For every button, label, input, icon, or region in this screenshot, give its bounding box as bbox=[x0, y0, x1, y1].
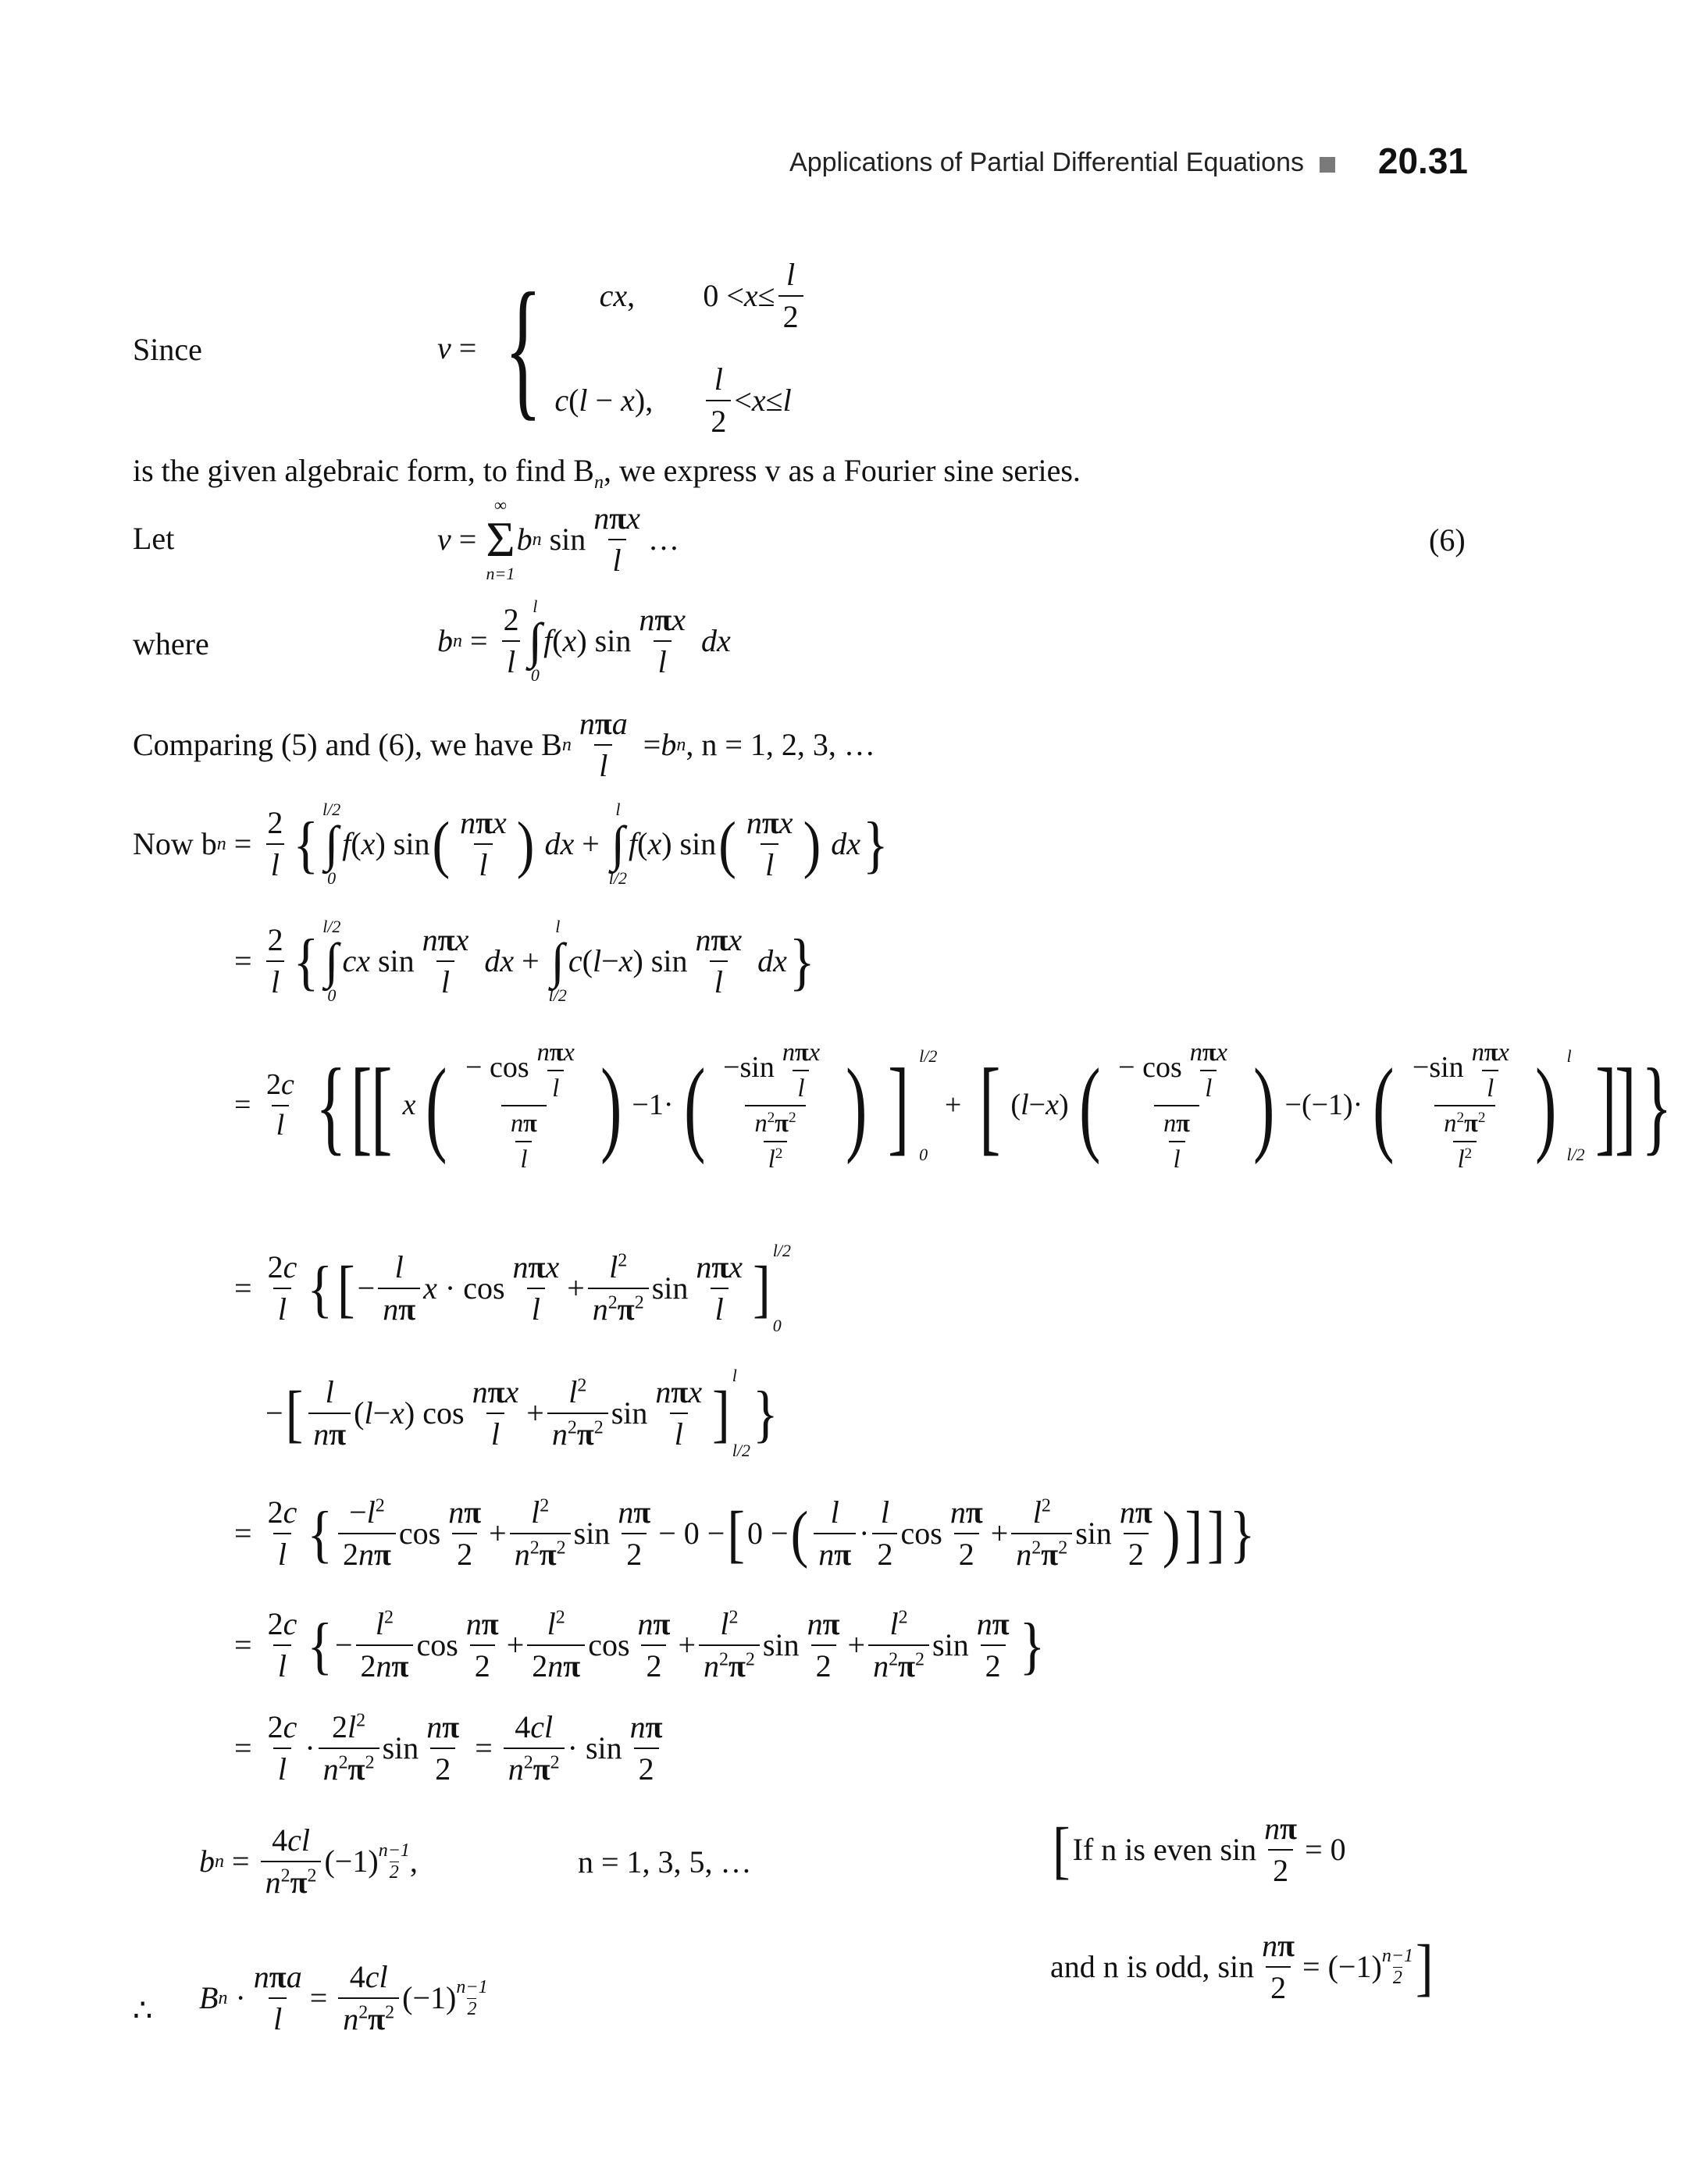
parity-note-1: [ If n is even sin nπ 2 = 0 bbox=[1053, 1811, 1346, 1888]
therefore-symbol: ∴ bbox=[133, 1993, 153, 2028]
page-header bbox=[734, 143, 1468, 190]
bn-result: b n = 4cl $n^2\pi^2$ (−1) n−1 2 , bbox=[199, 1822, 418, 1900]
header-square-icon bbox=[1320, 157, 1335, 173]
substituted-line: = 2c l { $-l^2$ 2nπ cos nπ 2 + $l^2$ $n^2\pi^2$ sin nπ 2 − 0 − [ 0 − ( l nπ · l 2 cos nπ 2 + $l^2$ $n^2\pi^2$ sin nπ 2 ) ] ] } bbox=[234, 1495, 1256, 1572]
fourier-sentence: is the given algebraic form, to find $B_n$, we express v as a Fourier sine series. bbox=[133, 453, 1081, 493]
integration-by-parts-line: = 2c l { [ [ x ( − cos nπx l $\frac{n\pi}{l}$ ) −1· ( −sin nπx l $\frac{n^2\pi^2}{l^2}$ ) ] l/2 0 + [ ( l − x ) ( − cos nπx l $\frac{n\pi}{l}$ ) −(−1)· ( −sin nπx l $\frac{n^2\pi^2}{l^2}$ ) l l/2 ] ] } bbox=[234, 1038, 1673, 1173]
now-bn-line: Now b n = 2 l { l/2 ∫ 0 f ( x ) sin ( nπx l ) dx + l ∫ l/2 f ( x ) sin ( nπx l ) dx } bbox=[133, 800, 889, 889]
since-label: Since bbox=[133, 332, 202, 367]
equation-tag-6: (6) bbox=[1429, 522, 1466, 558]
where-label: where bbox=[133, 626, 209, 661]
coefficient-equation: b n = 2 l l ∫ 0 f ( x ) sin nπx l dx bbox=[437, 597, 731, 686]
comparing-line: Comparing (5) and (6), we have B n nπa l = b n , n = 1, 2, 3, … bbox=[133, 706, 875, 783]
parity-note-2: and n is odd, sin nπ 2 = (−1) n−1 2 ] bbox=[1050, 1928, 1434, 2005]
fourier-series-equation: v = ∞ Σ n=1 b n sin nπx l … bbox=[437, 495, 679, 584]
evaluated-line-1: = 2c l { [ − l nπ x · cos nπx l + $l^2$ $n^2\pi^2$ sin nπx l ] l/2 0 bbox=[234, 1241, 791, 1335]
let-label: Let bbox=[133, 521, 175, 556]
running-title: Applications of Partial Differential Equations bbox=[789, 148, 1304, 177]
simplified-line-1: = 2c l { − $l^2$ 2nπ cos nπ 2 + $l^2$ 2nπ cos nπ 2 + $l^2$ $n^2\pi^2$ sin nπ 2 + $l^2$ $n^2\pi^2$ sin nπ 2 } bbox=[234, 1606, 1046, 1683]
simplified-line-2: = 2c l · $2l^2$ $n^2\pi^2$ sin nπ 2 = 4cl $n^2\pi^2$ · sin nπ 2 bbox=[234, 1709, 663, 1787]
piecewise-equation: v = { cx, 0 < x ≤ l 2 c(l − x), l 2 < x ≤ l bbox=[437, 258, 807, 439]
final-equation: B n · nπa l = 4cl $n^2\pi^2$ (−1) n−1 2 bbox=[199, 1959, 488, 2036]
odd-n-values: n = 1, 3, 5, … bbox=[578, 1844, 752, 1879]
evaluated-line-2: − [ l nπ ( l − x ) cos nπx l + $l^2$ $n^2\pi^2$ sin nπx l ] l l/2 } bbox=[265, 1366, 778, 1460]
integral-split-line: = 2 l { l/2 ∫ 0 cx sin nπx l dx + l ∫ l/2 c ( l − x ) sin nπx l dx } bbox=[234, 917, 815, 1006]
page-number: 20.31 bbox=[1377, 141, 1468, 181]
